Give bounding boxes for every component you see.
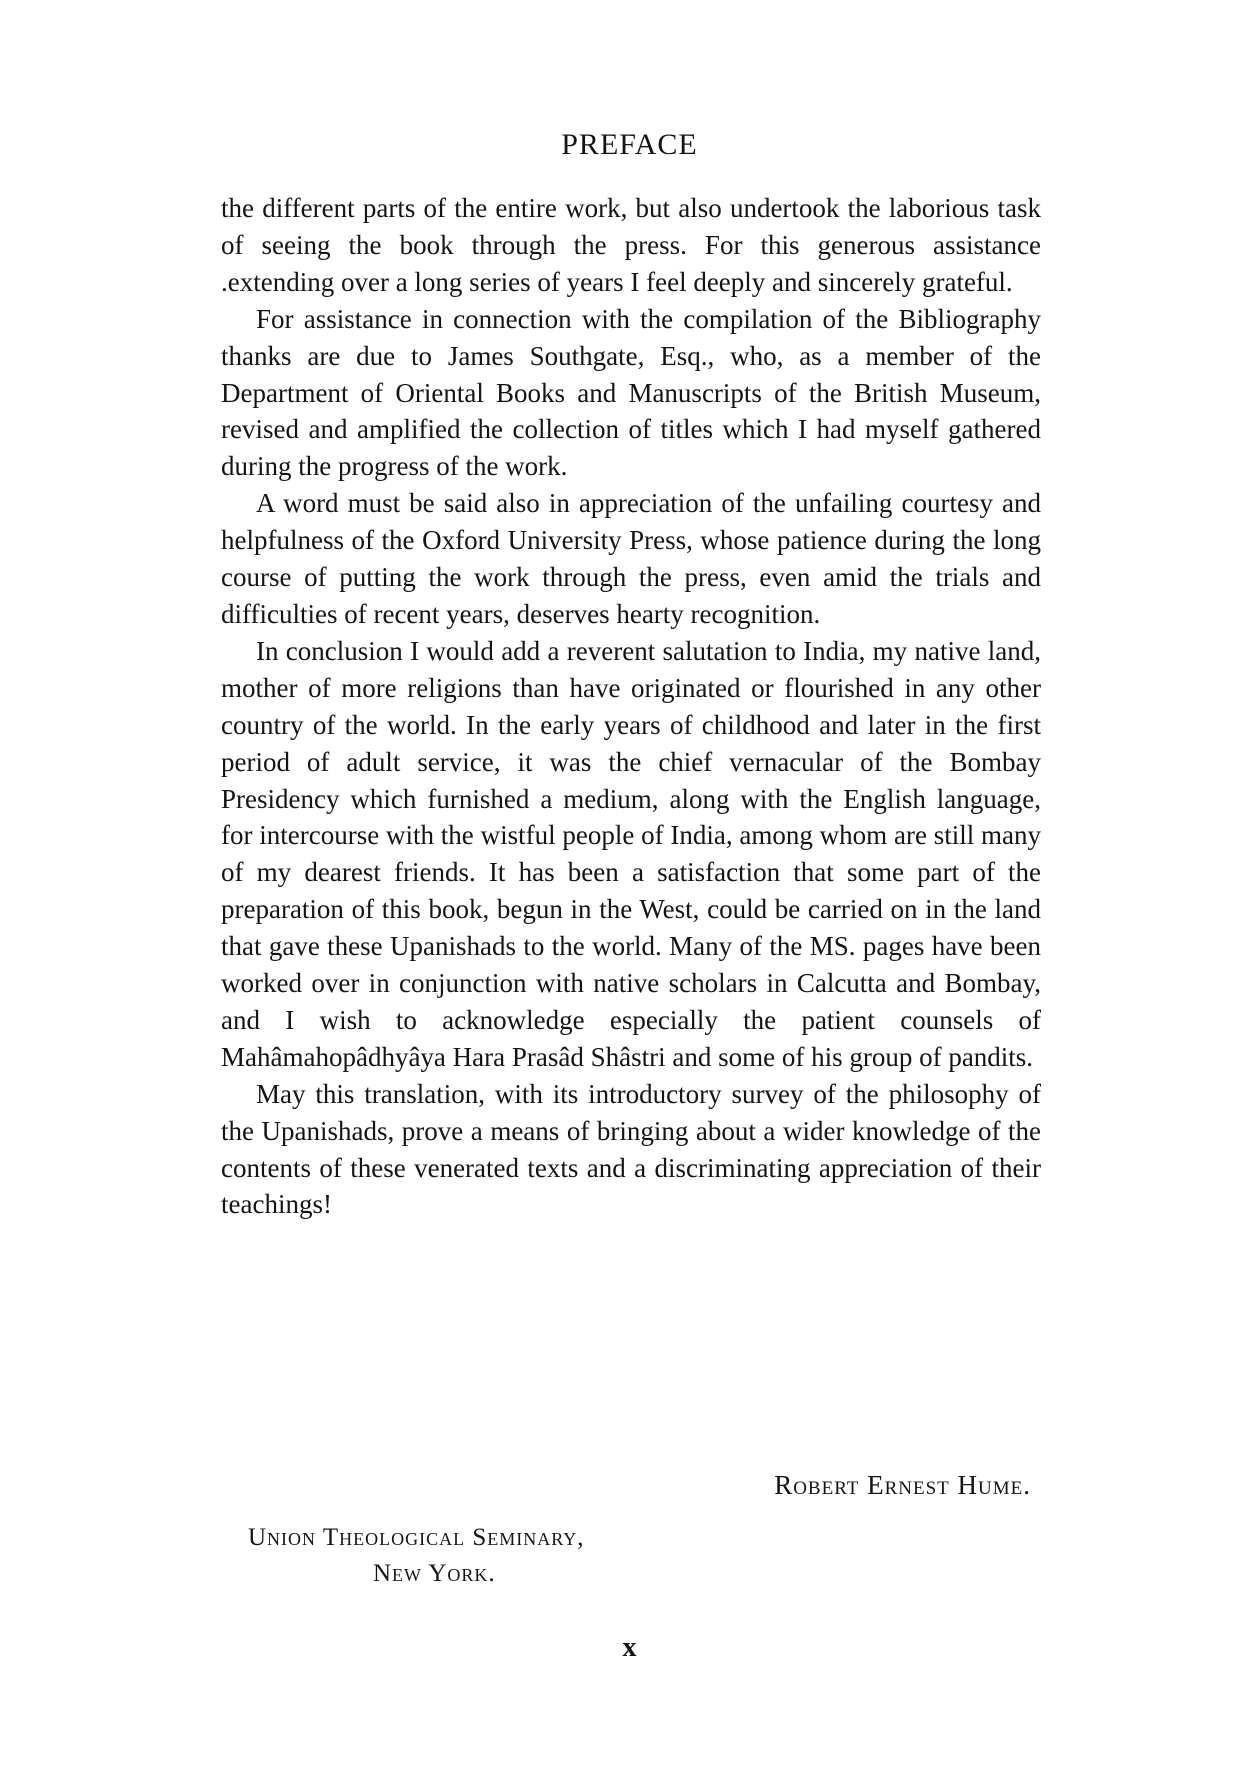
page-number: x <box>622 1632 637 1663</box>
location-institution: Union Theological Seminary, <box>248 1524 585 1551</box>
paragraph-bibliography: For assistance in connection with the compilation of the Bibliography thanks are due to James Southgate, Esq., who, as a member of the Department of Oriental Books and Manuscripts of the British Museum, revised and amplified the collection of titles which I had myself gathered during the progress of the work. <box>221 303 1041 482</box>
location-city: New York. <box>373 1560 496 1587</box>
paragraph-india: In conclusion I would add a reverent salutation to India, my native land, mother of more religions than have originated or flourished in any other country of the world. In the early years of childhood and later in the first period of adult service, it was the chief vernacular of the Bombay Presidency which furnished a medium, along with the English language, for intercourse with the wistful people of India, among whom are still many of my dearest friends. It has been a satisfaction that some part of the preparation of this book, begun in the West, could be carried on in the land that gave these Upanishads to the world. Many of the MS. pages have been worked over in conjunction with native scholars in Calcutta and Bombay, and I wish to acknowledge especially the patient counsels of Mahâmahopâdhyâya Hara Prasâd Shâstri and some of his group of pandits. <box>221 635 1041 1072</box>
preface-text <box>221 190 1041 1223</box>
paragraph-press: A word must be said also in appreciation of the unfailing courtesy and helpfulness of the Oxford University Press, whose patience during the long course of putting the work through the press, even amid the trials and difficulties of recent years, deserves hearty recognition. <box>221 488 1041 629</box>
paragraph-continuation: the different parts of the entire work, but also undertook the laborious task of seeing the book through the press. For this generous assistance .extending over a long series of years I feel deeply and sincerely grateful. <box>221 193 1041 297</box>
paragraph-closing: May this translation, with its introductory survey of the philosophy of the Upanishads, prove a means of bringing about a wider knowledge of the contents of these venerated texts and a discriminating appreciation of their teachings! <box>221 1078 1041 1220</box>
author-signature: Robert Ernest Hume. <box>774 1470 1031 1500</box>
running-head: PREFACE <box>561 128 698 161</box>
author-location <box>248 1520 585 1592</box>
